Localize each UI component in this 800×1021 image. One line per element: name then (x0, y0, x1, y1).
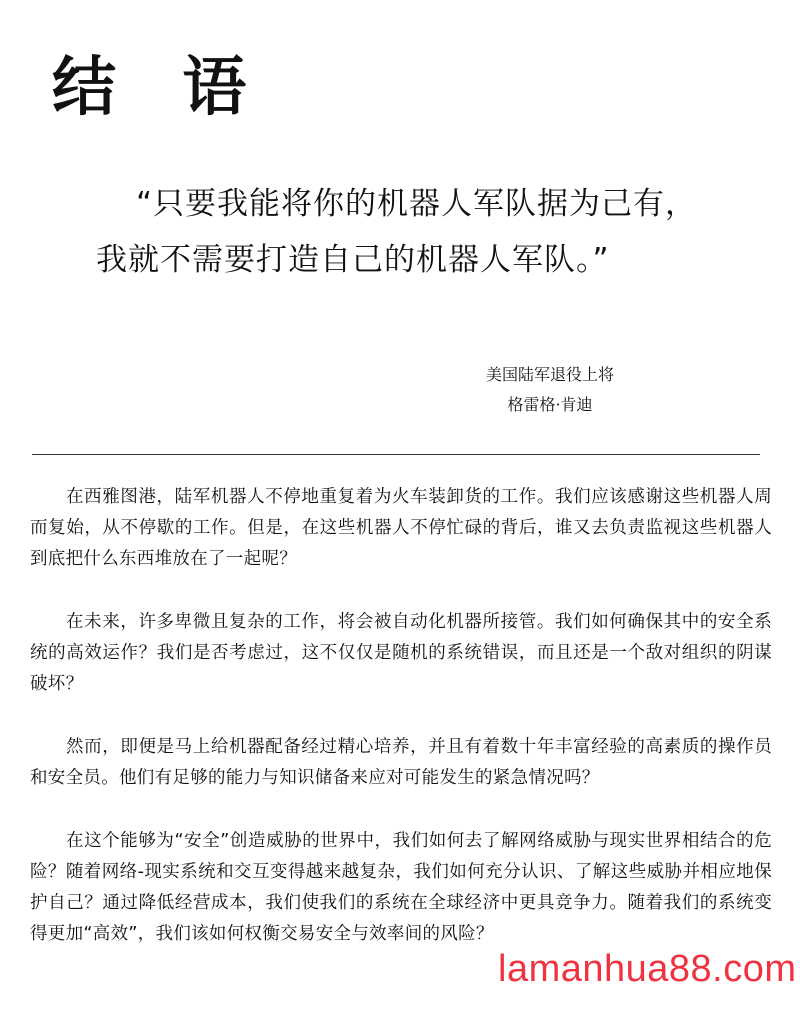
quote-line-2: 我就不需要打造自己的机器人军队。” (96, 242, 610, 278)
paragraph: 在未来，许多卑微且复杂的工作，将会被自动化机器所接管。我们如何确保其中的安全系统的高效运作？我们是否考虑过，这不仅仅是随机的系统错误，而且还是一个敌对组织的阴谋破坏？ (30, 612, 772, 694)
attribution-name: 格雷格·肯迪 (507, 395, 593, 414)
watermark: lamanhua88.com (498, 948, 797, 990)
quote-attribution (430, 360, 670, 420)
chapter-title: 结 语 (52, 51, 269, 125)
paragraph: 然而，即便是马上给机器配备经过精心培养，并且有着数十年丰富经验的高素质的操作员和安全员。他们有足够的能力与知识储备来应对可能发生的紧急情况吗？ (30, 737, 772, 788)
paragraph: 在这个能够为“安全”创造威胁的世界中，我们如何去了解网络威胁与现实世界相结合的危险？随着网络-现实系统和交互变得越来越复杂，我们如何充分认识、了解这些威胁并相应地保护自己？通过降低经营成本，我们使我们的系统在全球经济中更具竞争力。随着我们的系统变得更加“高效”，我们该如何权衡交易安全与效率间的风险？ (30, 831, 772, 944)
quote-line-1: “只要我能将你的机器人军队据为己有， (136, 186, 698, 222)
paragraph: 在西雅图港，陆军机器人不停地重复着为火车装卸货的工作。我们应该感谢这些机器人周而复始，从不停歇的工作。但是，在这些机器人不停忙碌的背后，谁又去负责监视这些机器人到底把什么东西堆放在了一起呢？ (30, 487, 772, 569)
body-text (30, 482, 772, 982)
divider-line (32, 454, 760, 455)
attribution-role: 美国陆军退役上将 (485, 365, 614, 384)
